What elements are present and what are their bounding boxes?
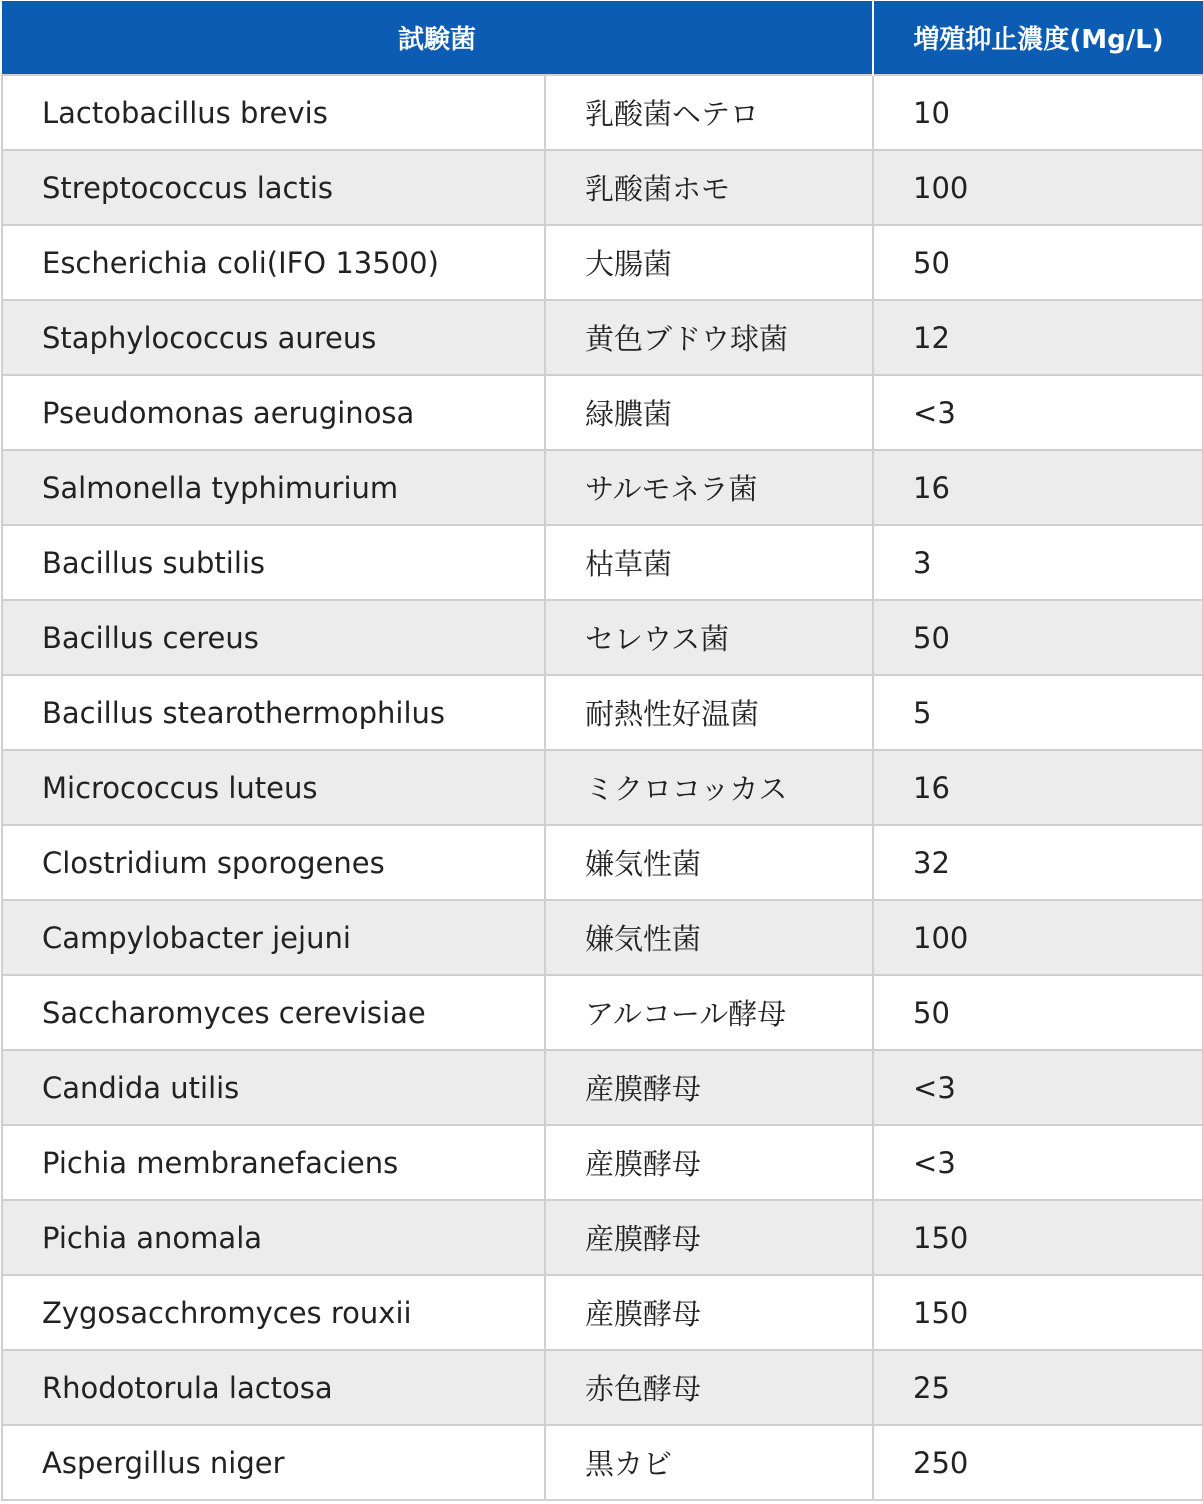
- table-row: [2, 1425, 1203, 1500]
- concentration-cell: <3: [873, 375, 1203, 450]
- species-name-cell: Pichia membranefaciens: [2, 1125, 545, 1200]
- common-name-cell: 産膜酵母: [545, 1200, 873, 1275]
- common-name-cell: 嫌気性菌: [545, 900, 873, 975]
- common-name-cell: 緑膿菌: [545, 375, 873, 450]
- table-row: [2, 300, 1203, 375]
- concentration-cell: 25: [873, 1350, 1203, 1425]
- common-name-cell: 乳酸菌ヘテロ: [545, 75, 873, 150]
- common-name-cell: セレウス菌: [545, 600, 873, 675]
- species-name-cell: Saccharomyces cerevisiae: [2, 975, 545, 1050]
- common-name-cell: 産膜酵母: [545, 1275, 873, 1350]
- header-row: [2, 1, 1203, 75]
- common-name-cell: 産膜酵母: [545, 1125, 873, 1200]
- species-name-cell: Salmonella typhimurium: [2, 450, 545, 525]
- antimicrobial-table: [1, 1, 1203, 1501]
- species-name-cell: Rhodotorula lactosa: [2, 1350, 545, 1425]
- species-name-cell: Pseudomonas aeruginosa: [2, 375, 545, 450]
- concentration-cell: 5: [873, 675, 1203, 750]
- table-row: [2, 450, 1203, 525]
- concentration-cell: 12: [873, 300, 1203, 375]
- table-row: [2, 825, 1203, 900]
- common-name-cell: 耐熱性好温菌: [545, 675, 873, 750]
- common-name-cell: 赤色酵母: [545, 1350, 873, 1425]
- table-row: [2, 675, 1203, 750]
- concentration-cell: 150: [873, 1200, 1203, 1275]
- table-row: [2, 225, 1203, 300]
- species-name-cell: Bacillus subtilis: [2, 525, 545, 600]
- common-name-cell: ミクロコッカス: [545, 750, 873, 825]
- species-name-cell: Micrococcus luteus: [2, 750, 545, 825]
- table-row: [2, 1350, 1203, 1425]
- table-row: [2, 1125, 1203, 1200]
- species-name-cell: Bacillus cereus: [2, 600, 545, 675]
- concentration-cell: 150: [873, 1275, 1203, 1350]
- common-name-cell: アルコール酵母: [545, 975, 873, 1050]
- concentration-cell: 16: [873, 750, 1203, 825]
- common-name-cell: 黒カビ: [545, 1425, 873, 1500]
- concentration-cell: 3: [873, 525, 1203, 600]
- common-name-cell: 黄色ブドウ球菌: [545, 300, 873, 375]
- common-name-cell: 大腸菌: [545, 225, 873, 300]
- species-name-cell: Staphylococcus aureus: [2, 300, 545, 375]
- table-row: [2, 1200, 1203, 1275]
- species-name-cell: Aspergillus niger: [2, 1425, 545, 1500]
- table-row: [2, 900, 1203, 975]
- table-row: [2, 375, 1203, 450]
- table-body: [2, 75, 1203, 1500]
- concentration-cell: <3: [873, 1125, 1203, 1200]
- concentration-cell: 50: [873, 600, 1203, 675]
- table-row: [2, 1050, 1203, 1125]
- common-name-cell: 乳酸菌ホモ: [545, 150, 873, 225]
- concentration-cell: 32: [873, 825, 1203, 900]
- table-row: [2, 75, 1203, 150]
- table-row: [2, 525, 1203, 600]
- concentration-cell: 50: [873, 975, 1203, 1050]
- concentration-cell: <3: [873, 1050, 1203, 1125]
- concentration-cell: 250: [873, 1425, 1203, 1500]
- table-row: [2, 750, 1203, 825]
- concentration-cell: 100: [873, 150, 1203, 225]
- species-name-cell: Clostridium sporogenes: [2, 825, 545, 900]
- species-name-cell: Streptococcus lactis: [2, 150, 545, 225]
- species-name-cell: Lactobacillus brevis: [2, 75, 545, 150]
- common-name-cell: サルモネラ菌: [545, 450, 873, 525]
- concentration-cell: 100: [873, 900, 1203, 975]
- table-row: [2, 600, 1203, 675]
- table-row: [2, 1275, 1203, 1350]
- common-name-cell: 産膜酵母: [545, 1050, 873, 1125]
- table-header: [2, 1, 1203, 75]
- concentration-cell: 16: [873, 450, 1203, 525]
- species-name-cell: Pichia anomala: [2, 1200, 545, 1275]
- table-row: [2, 975, 1203, 1050]
- common-name-cell: 嫌気性菌: [545, 825, 873, 900]
- table-row: [2, 150, 1203, 225]
- common-name-cell: 枯草菌: [545, 525, 873, 600]
- species-name-cell: Bacillus stearothermophilus: [2, 675, 545, 750]
- species-name-cell: Candida utilis: [2, 1050, 545, 1125]
- header-test-organism: 試験菌: [2, 1, 873, 75]
- header-inhibitory-concentration: 増殖抑止濃度(Mg/L): [873, 1, 1203, 75]
- concentration-cell: 10: [873, 75, 1203, 150]
- species-name-cell: Escherichia coli(IFO 13500): [2, 225, 545, 300]
- concentration-cell: 50: [873, 225, 1203, 300]
- species-name-cell: Campylobacter jejuni: [2, 900, 545, 975]
- species-name-cell: Zygosacchromyces rouxii: [2, 1275, 545, 1350]
